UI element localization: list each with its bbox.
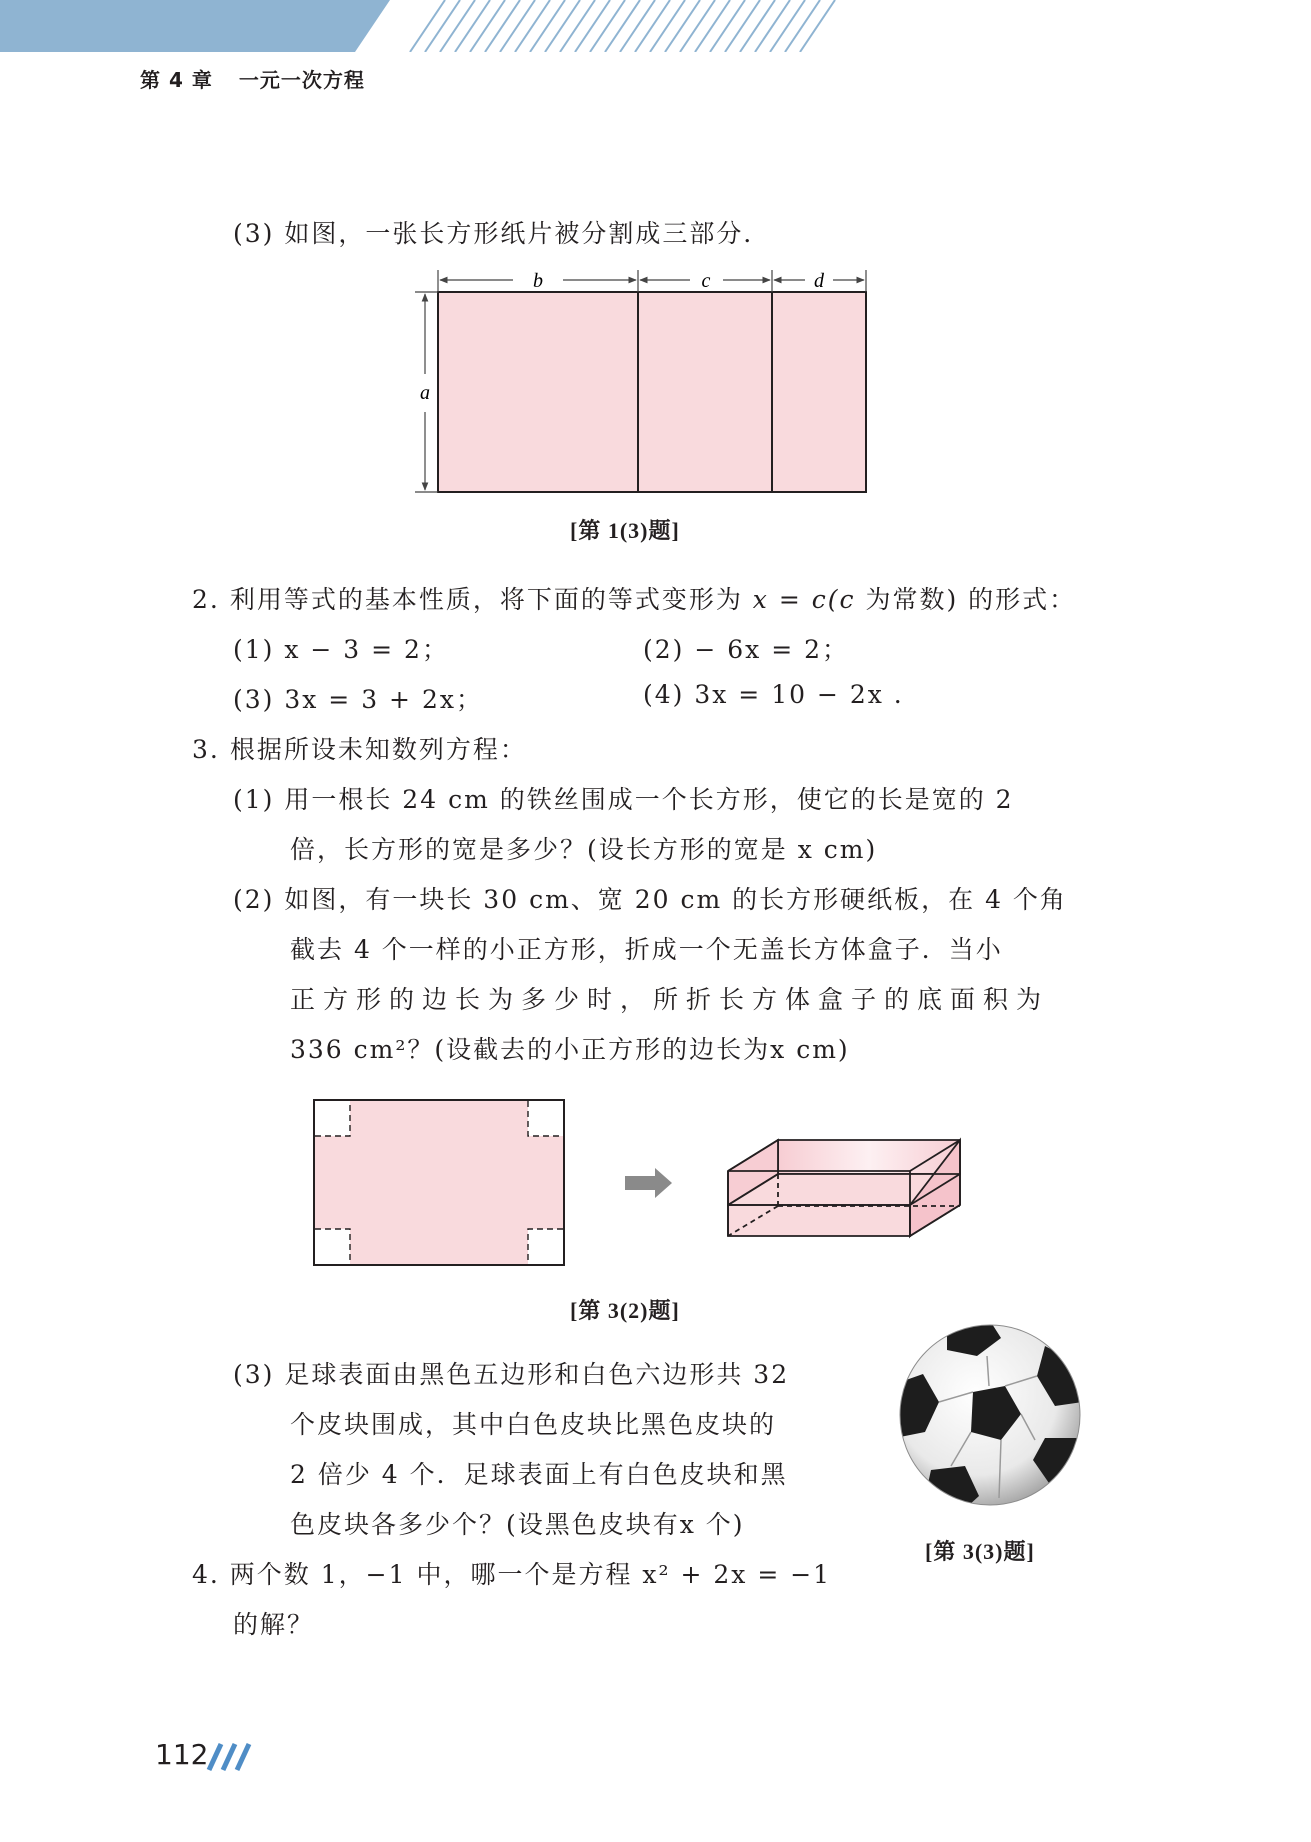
q3-3-line-4: 色皮块各多少个？(设黑色皮块有x 个) [290, 1510, 745, 1539]
rectangle-split-figure [405, 262, 885, 502]
q3-2-line-2: 截去 4 个一样的小正方形，折成一个无盖长方体盒子．当小 [290, 935, 1003, 964]
chapter-title: 一元一次方程 [238, 68, 365, 92]
q2-item-4: (4) 3x = 10 − 2x . [643, 680, 904, 709]
chapter-header [140, 64, 391, 93]
page-number [155, 1738, 208, 1771]
page-number-slashes [205, 1742, 255, 1772]
label-d: d [814, 270, 824, 292]
q4-line-2: 的解？ [233, 1610, 315, 1639]
q3-stem [192, 730, 527, 766]
flat-sheet [314, 1100, 564, 1265]
q2-item-3: (3) 3x = 3 + 2x； [233, 685, 483, 714]
label-c: c [701, 270, 711, 292]
q3-3-line-1: (3) 足球表面由黑色五边形和白色六边形共 32 [233, 1360, 790, 1389]
q2-number: 2. [192, 585, 220, 614]
soccer-ball-icon [895, 1320, 1085, 1510]
q2-stem-post: 为常数) 的形式： [865, 585, 1077, 614]
q3-2-line-4: 336 cm²？(设截去的小正方形的边长为x cm) [290, 1035, 850, 1064]
q2-stem-pre: 利用等式的基本性质，将下面的等式变形为 [229, 585, 743, 614]
label-b: b [533, 270, 543, 292]
arrow-right-icon [625, 1168, 672, 1198]
figure-caption-3-3: [第 3(3)题] [925, 1539, 1035, 1564]
chapter-number: 第 4 章 [140, 68, 213, 92]
header-band [0, 0, 840, 52]
q2-stem [192, 580, 1076, 616]
label-a: a [420, 382, 430, 404]
q3-2-line-1: (2) 如图，有一块长 30 cm、宽 20 cm 的长方形硬纸板，在 4 个角 [233, 885, 1067, 914]
q3-1-line-1: (1) 用一根长 24 cm 的铁丝围成一个长方形，使它的长是宽的 2 [233, 785, 1014, 814]
figure-caption-1-3: [第 1(3)题] [570, 518, 680, 543]
q3-3-line-2: 个皮块围成，其中白色皮块比黑色皮块的 [290, 1410, 777, 1439]
q2-stem-math: x = c(c [752, 585, 856, 614]
box-folding-figure [300, 1090, 980, 1270]
q3-stem-text: 根据所设未知数列方程： [229, 735, 527, 764]
q2-item-2: (2) − 6x = 2； [643, 635, 850, 664]
q1-3-text: (3) 如图，一张长方形纸片被分割成三部分． [233, 219, 771, 248]
q4-line-1: 4. 两个数 1，−1 中，哪一个是方程 x² + 2x = −1 [192, 1560, 832, 1589]
q3-number: 3. [192, 735, 220, 764]
open-box [728, 1140, 960, 1236]
q2-item-1: (1) x − 3 = 2； [233, 635, 449, 664]
figure-caption-3-2: [第 3(2)题] [570, 1298, 680, 1323]
q3-3-line-3: 2 倍少 4 个．足球表面上有白色皮块和黑 [290, 1460, 788, 1489]
q3-2-line-3: 正方形的边长为多少时，所折长方体盒子的底面积为 [290, 985, 1050, 1014]
q3-1-line-2: 倍，长方形的宽是多少？(设长方形的宽是 x cm) [290, 835, 878, 864]
page-number-text: 112 [155, 1738, 209, 1771]
